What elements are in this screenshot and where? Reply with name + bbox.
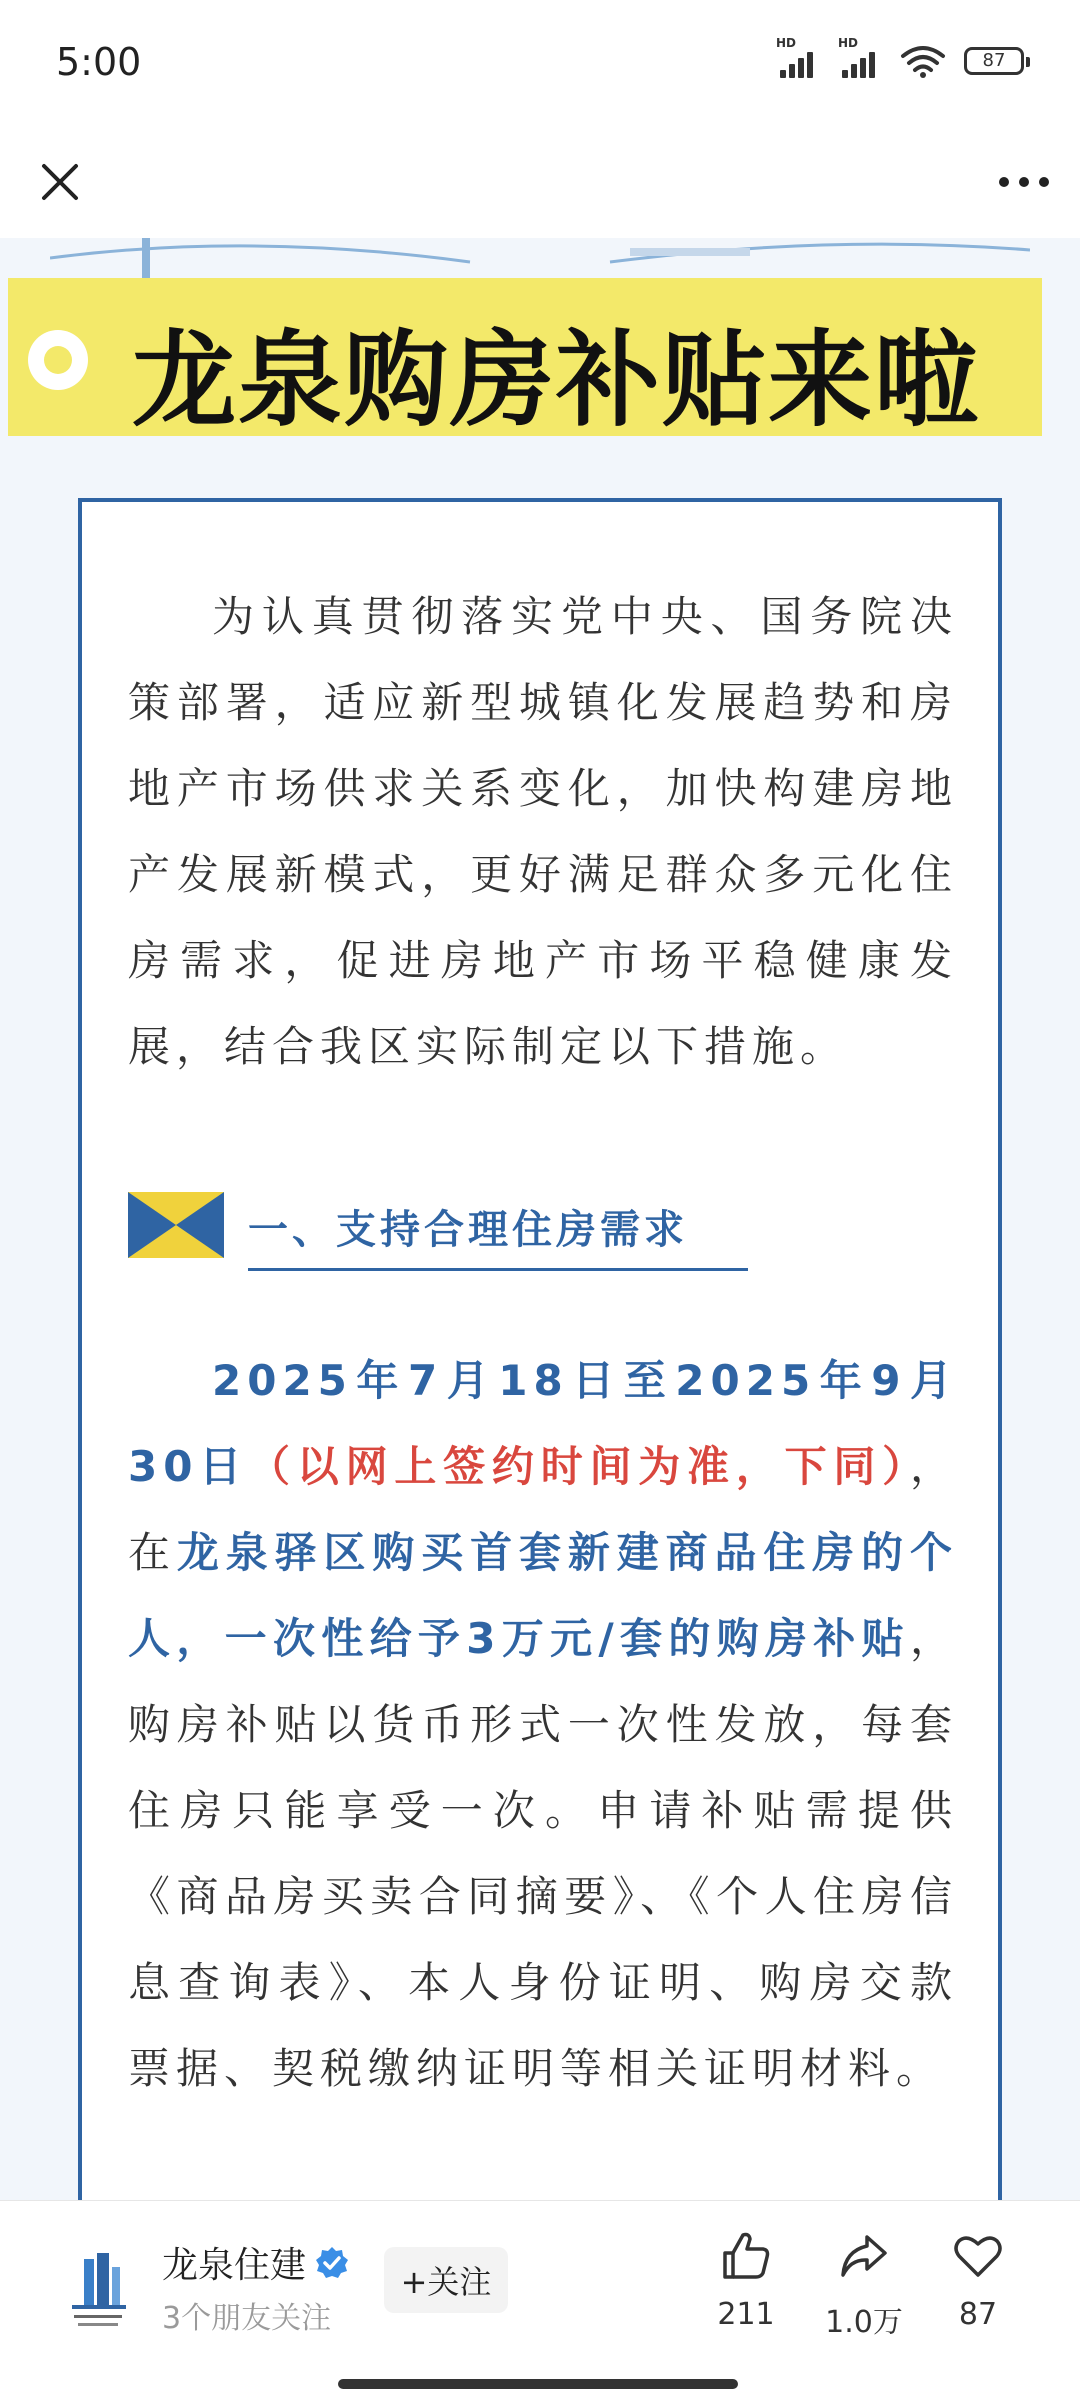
section-paragraph bbox=[128, 1338, 958, 2112]
section-bullet-icon bbox=[128, 1192, 224, 1258]
share-button[interactable] bbox=[804, 2229, 924, 2341]
followers-text: 3个朋友关注 bbox=[162, 2301, 332, 2336]
status-bar bbox=[0, 0, 1080, 128]
cellular-signal-icon: HD bbox=[776, 44, 820, 78]
bottom-bar bbox=[0, 2200, 1080, 2401]
like-button[interactable] bbox=[686, 2229, 806, 2332]
thumbs-up-icon bbox=[719, 2229, 773, 2283]
share-icon bbox=[837, 2229, 891, 2283]
title-banner bbox=[8, 278, 1042, 441]
account-name-row[interactable] bbox=[162, 2237, 350, 2288]
like-count: 211 bbox=[717, 2297, 775, 2332]
decorative-header-graphic bbox=[50, 238, 1030, 278]
section-underline bbox=[248, 1268, 748, 1271]
heart-icon bbox=[951, 2229, 1005, 2283]
battery-icon: 87 bbox=[964, 47, 1024, 75]
signing-note: （以网上签约时间为准，下同） bbox=[248, 1442, 910, 1491]
close-icon bbox=[40, 162, 80, 202]
section-heading bbox=[128, 1192, 768, 1272]
more-icon bbox=[998, 176, 1050, 188]
date-range: 2025年7月18日至2025年9月30日 bbox=[128, 1356, 958, 1491]
intro-paragraph: 为认真贯彻落实党中央、国务院决策部署，适应新型城镇化发展趋势和房地产市场供求关系变化，加快构建房地产发展新模式，更好满足群众多元化住房需求，促进房地产市场平稳健康发展，结合我区实际制定以下措施。 bbox=[128, 592, 958, 1071]
favorite-count: 87 bbox=[958, 2297, 998, 2332]
subsidy-details: ，购房补贴以货币形式一次性发放，每套住房只能享受一次。申请补贴需提供《商品房买卖合同摘要》、《个人住房信息查询表》、本人身份证明、购房交款票据、契税缴纳证明等相关证明材料。 bbox=[128, 1614, 958, 2093]
verified-badge-icon bbox=[314, 2245, 350, 2281]
wifi-icon bbox=[900, 44, 946, 78]
status-icons bbox=[776, 36, 1024, 78]
avatar[interactable] bbox=[64, 2253, 132, 2333]
favorite-button[interactable] bbox=[918, 2229, 1038, 2332]
subsidy-emphasis: 龙泉驿区购买首套新建商品住房的个人，一次性给予3万元/套的购房补贴 bbox=[128, 1528, 958, 1663]
more-button[interactable] bbox=[992, 150, 1056, 214]
close-button[interactable] bbox=[28, 150, 92, 214]
cellular-signal-icon: HD bbox=[838, 44, 882, 78]
share-count: 1.0万 bbox=[825, 2305, 903, 2340]
follow-button[interactable]: +关注 bbox=[384, 2247, 508, 2313]
article-title: 龙泉购房补贴来啦 bbox=[132, 319, 981, 441]
text-segment: ，在 bbox=[128, 1442, 958, 1577]
account-name[interactable]: 龙泉住建 bbox=[162, 2245, 307, 2286]
home-indicator[interactable] bbox=[338, 2379, 738, 2389]
content-card bbox=[78, 498, 1002, 2200]
app-bar bbox=[0, 128, 1080, 238]
circle-decor-icon bbox=[28, 330, 88, 390]
section-title: 一、支持合理住房需求 bbox=[248, 1207, 688, 1253]
article-content[interactable] bbox=[0, 238, 1080, 2200]
status-time: 5:00 bbox=[56, 40, 142, 84]
